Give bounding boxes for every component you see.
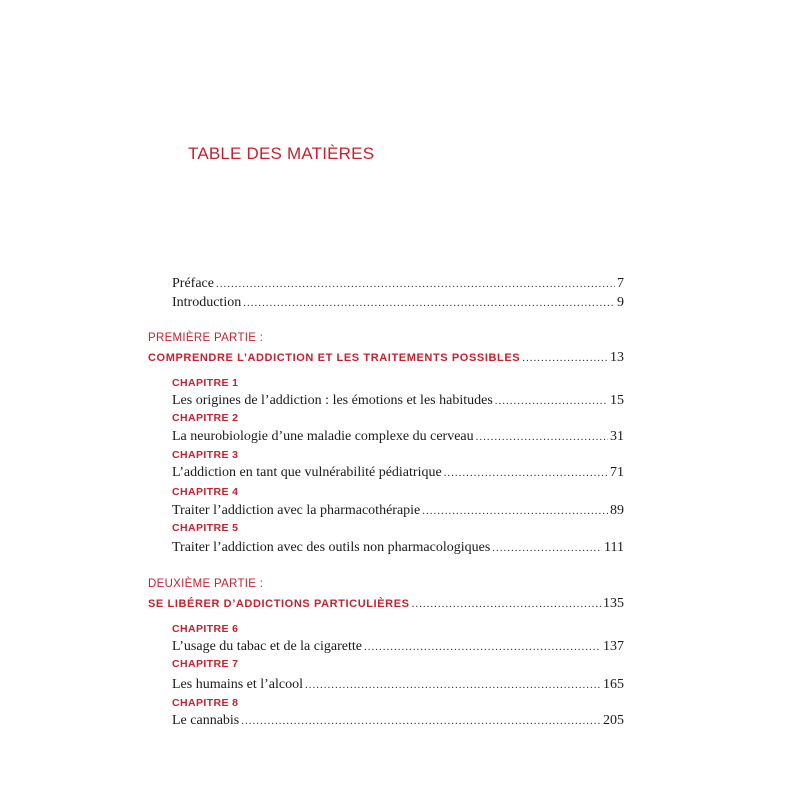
toc-entry-introduction[interactable] (172, 294, 624, 312)
toc-entry-chapter-3[interactable] (172, 464, 624, 482)
dot-leader (216, 275, 615, 293)
chapter-label: CHAPITRE 5 (172, 522, 239, 534)
chapter-label: CHAPITRE 6 (172, 623, 239, 635)
toc-entry-title: L’usage du tabac et de la cigarette (172, 639, 362, 654)
dot-leader (243, 294, 615, 312)
dot-leader (364, 638, 601, 656)
toc-entry-preface[interactable] (172, 275, 624, 293)
chapter-label: CHAPITRE 8 (172, 697, 239, 709)
dot-leader (422, 502, 608, 520)
toc-entry-page: 15 (610, 393, 624, 408)
toc-entry-chapter-7[interactable] (172, 676, 624, 694)
chapter-label: CHAPITRE 7 (172, 658, 239, 670)
toc-entry-page: 71 (610, 465, 624, 480)
toc-entry-page: 205 (603, 713, 624, 728)
toc-entry-page: 137 (603, 639, 624, 654)
toc-entry-page: 31 (610, 429, 624, 444)
chapter-label: CHAPITRE 3 (172, 449, 239, 461)
toc-part-heading[interactable] (148, 595, 624, 613)
toc-entry-title: Les humains et l’alcool (172, 677, 304, 692)
toc-entry-title: Les origines de l’addiction : les émotions et les habitudes (172, 393, 493, 408)
part-title: SE LIBÉRER D’ADDICTIONS PARTICULIÈRES (148, 598, 410, 610)
dot-leader (492, 539, 602, 557)
toc-entry-page: 135 (603, 596, 624, 611)
part-label: DEUXIÈME PARTIE : (148, 578, 264, 590)
toc-entry-chapter-5[interactable] (172, 539, 624, 557)
toc-entry-page: 7 (617, 276, 624, 291)
toc-entry-page: 89 (610, 503, 624, 518)
dot-leader (476, 428, 608, 446)
toc-entry-page: 111 (604, 540, 624, 555)
toc-entry-title: La neurobiologie d’une maladie complexe du cerveau (172, 429, 474, 444)
dot-leader (305, 676, 601, 694)
dot-leader (444, 464, 608, 482)
toc-part-heading[interactable] (148, 349, 624, 367)
chapter-label: CHAPITRE 4 (172, 486, 239, 498)
toc-entry-page: 13 (610, 350, 624, 365)
toc-entry-chapter-2[interactable] (172, 428, 624, 446)
toc-entry-chapter-8[interactable] (172, 712, 624, 730)
toc-entry-title: Le cannabis (172, 713, 240, 728)
toc-entry-chapter-1[interactable] (172, 392, 624, 410)
toc-entry-title: Traiter l’addiction avec des outils non pharmacologiques (172, 540, 491, 555)
toc-entry-chapter-4[interactable] (172, 502, 624, 520)
toc-entry-title: Introduction (172, 295, 242, 310)
dot-leader (522, 349, 608, 367)
dot-leader (241, 712, 601, 730)
dot-leader (495, 392, 608, 410)
chapter-label: CHAPITRE 2 (172, 412, 239, 424)
toc-entry-title: L’addiction en tant que vulnérabilité pédiatrique (172, 465, 442, 480)
part-label: PREMIÈRE PARTIE : (148, 332, 264, 344)
part-title: COMPRENDRE L’ADDICTION ET LES TRAITEMENTS POSSIBLES (148, 352, 521, 364)
dot-leader (412, 595, 601, 613)
toc-entry-title: Préface (172, 276, 214, 291)
page-title: TABLE DES MATIÈRES (188, 144, 375, 163)
toc-entry-page: 9 (617, 295, 624, 310)
toc-entry-chapter-6[interactable] (172, 638, 624, 656)
chapter-label: CHAPITRE 1 (172, 377, 239, 389)
toc-entry-page: 165 (603, 677, 624, 692)
toc-entry-title: Traiter l’addiction avec la pharmacothérapie (172, 503, 421, 518)
